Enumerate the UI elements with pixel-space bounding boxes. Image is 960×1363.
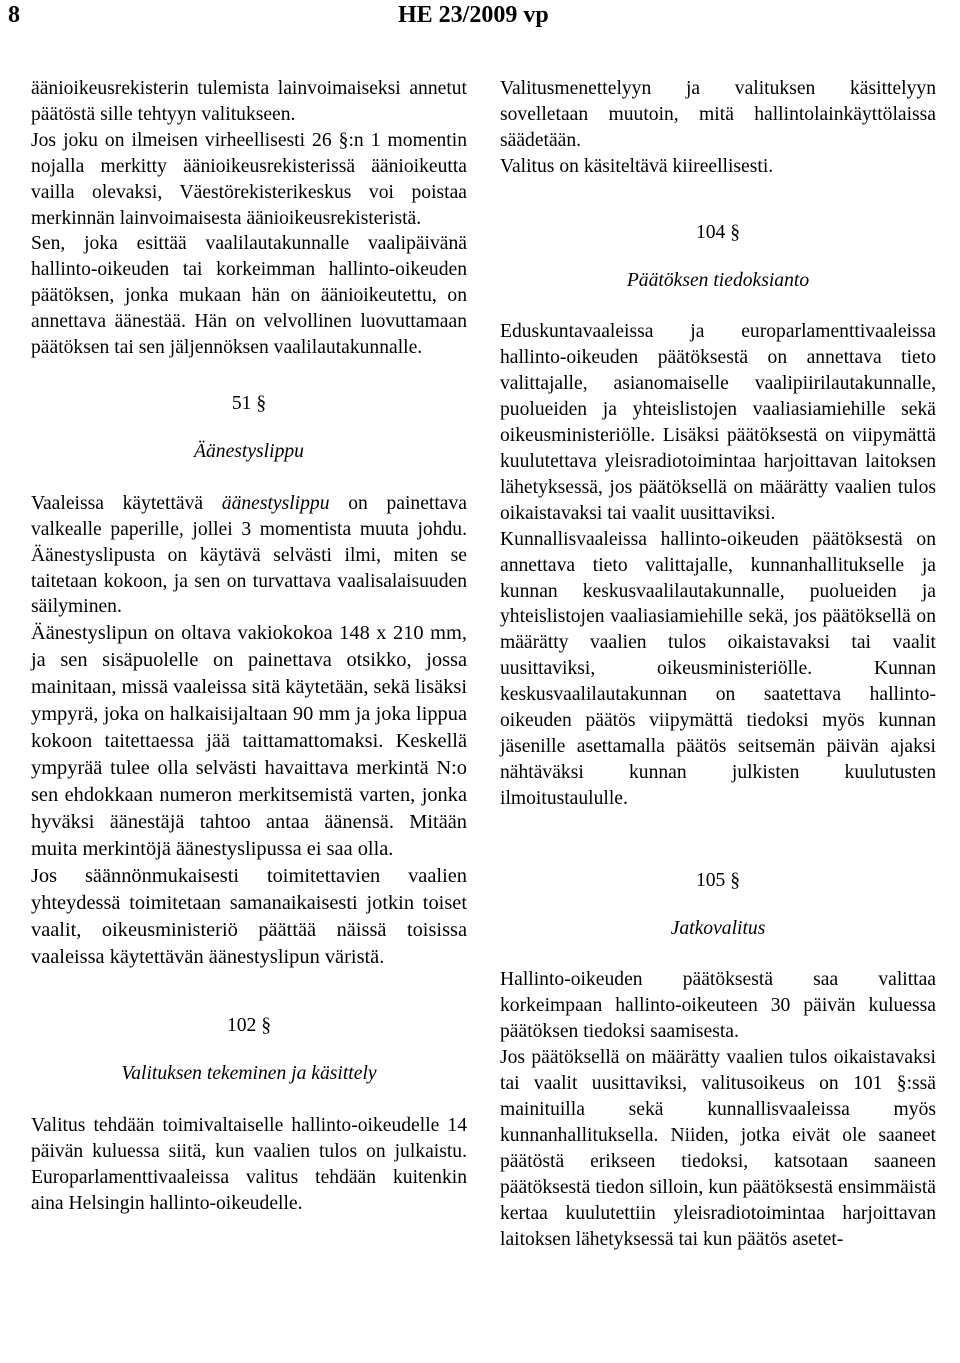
paragraph: Äänestyslipun on oltava vakiokokoa 148 x 210 mm, ja sen sisäpuolelle on painettava otsikko, jossa mainitaan, missä vaaleissa sitä käytetään, sekä lisäksi ympyrä, joka on halkaisijaltaan 90 mm ja joka lippua kokoon taitettaessa jää taittamattomaksi. Keskellä ympyrää tulee olla selvästi havaittava merkintä N:o sen ehdokkaan numeron merkitsemistä varten, jonka hyväksi äänestäjä tahtoo antaa äänensä. Mitään muita merkintöjä äänestyslipussa ei saa olla. <box>31 622 467 861</box>
page-number: 8 <box>8 2 20 28</box>
paragraph: Jos säännönmukaisesti toimitettavien vaalien yhteydessä toimitetaan samanaikaisesti jotkin toiset vaalit, oikeusministeriö päättää näissä toisissa vaaleissa käytettävän äänestyslipun väristä. <box>31 865 467 969</box>
text-run: on painettava valkealle paperille, jollei 3 momentista muuta johdu. Äänestyslipusta on käytävä selvästi ilmi, miten se taitetaan kokoon, ja sen on turvattava vaalisalaisuuden säilyminen. <box>31 492 467 618</box>
paragraph: Jos joku on ilmeisen virheellisesti 26 §:n 1 momentin nojalla merkitty äänioikeusrekisterissä äänioikeutta vailla olevaksi, Väestörekisterikeskus voi poistaa merkinnän lainvoimaisesta äänioikeusrekisteristä. <box>31 129 467 229</box>
paragraph: Hallinto-oikeuden päätöksestä saa valittaa korkeimpaan hallinto-oikeuteen 30 päivän kuluessa päätöksen tiedoksi saamisesta. <box>500 969 936 1043</box>
emphasized-term: äänestyslippu <box>221 492 330 514</box>
section-number-102: 102 § <box>226 1015 272 1037</box>
paragraph <box>31 491 467 621</box>
paragraph: Valitusmenettelyyn ja valituksen käsittelyyn sovelletaan muutoin, mitä hallintolainkäyttölaissa säädetään. <box>500 78 936 151</box>
paragraph: Valitus on käsiteltävä kiireellisesti. <box>500 155 774 177</box>
section-title-105: Jatkovalitus <box>670 917 766 939</box>
paragraph: Jos päätöksellä on määrätty vaalien tulos oikaistavaksi tai vaalit uusittaviksi, valitusoikeus on 101 §:ssä mainituilla sekä kunnallisvaaleissa myös kunnanhallituksella. Niiden, jotka eivät ole saaneet päätöstä erikseen tiedoksi, katsotaan saaneen päätöksestä tiedon silloin, kun päätöksestä ensimmäistä kertaa kuulutettiin yleisradiotoimintaa harjoittavan laitoksen lähetyksessä tai kun päätös asetet- <box>500 1047 936 1250</box>
paragraph: Kunnallisvaaleissa hallinto-oikeuden päätöksestä on annettava tieto valittajalle, kunnanhallitukselle ja kunnan keskusvaalilautakunnalle, puolueiden ja yhteislistojen vaaliasiamiehille sekä, jos päätöksellä on määrätty vaalien tulos oikaistavaksi tai vaalit uusittaviksi, oikeusministeriölle. Kunnan keskusvaalilautakunnan on saatettava hallinto-oikeuden päätös viipymättä tiedoksi myös kunnan jäsenille asettamalla päätös seitsemän päivän ajaksi nähtäväksi kunnan julkisten kuulutusten ilmoitustaululle. <box>500 528 936 809</box>
section-title-104: Päätöksen tiedoksianto <box>626 269 810 291</box>
paragraph: Sen, joka esittää vaalilautakunnalle vaalipäivänä hallinto-oikeuden tai korkeimman hallinto-oikeuden päätöksen, jonka mukaan hän on äänioikeutettu, on annettava äänestää. Hän on velvollinen luovuttamaan päätöksen tai sen jäljennöksen vaalilautakunnalle. <box>31 233 467 359</box>
text-run: Vaaleissa käytettävä <box>31 492 222 514</box>
right-column <box>500 76 936 1252</box>
paragraph: Valitus tehdään toimivaltaiselle hallinto-oikeudelle 14 päivän kuluessa siitä, kun vaalien tulos on julkaistu. Europarlamenttivaaleissa valitus tehdään kuitenkin aina Helsingin hallinto-oikeudelle. <box>31 1115 467 1214</box>
left-column <box>31 76 467 1217</box>
section-number-51: 51 § <box>231 392 267 414</box>
section-number-105: 105 § <box>695 869 741 891</box>
section-title-102: Valituksen tekeminen ja käsittely <box>121 1063 377 1085</box>
page-header <box>0 0 960 40</box>
document-id: HE 23/2009 vp <box>398 2 549 28</box>
section-number-104: 104 § <box>695 221 741 243</box>
section-title-51: Äänestyslippu <box>194 440 304 462</box>
paragraph: Eduskuntavaaleissa ja europarlamenttivaaleissa hallinto-oikeuden päätöksestä on annettava tieto valittajalle, asianomaiselle vaalipiirilautakunnalle, puolueiden ja yhteislistojen vaaliasiamiehille sekä oikeusministeriölle. Lisäksi päätöksestä on viipymättä kuulutettava yleisradiotoimintaa harjoittavan laitoksen lähetyksessä, jos päätöksellä on määrätty vaalien tulos oikaistavaksi tai vaalit uusittaviksi. <box>500 321 936 524</box>
paragraph: äänioikeusrekisterin tulemista lainvoimaiseksi annetut päätöstä sille tehtyyn valitukseen. <box>31 78 467 125</box>
